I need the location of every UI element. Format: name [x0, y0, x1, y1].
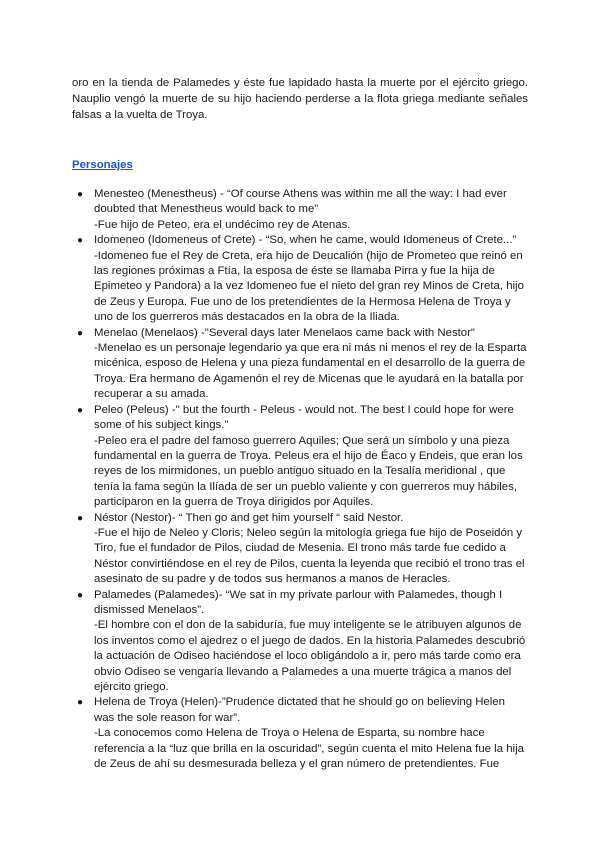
bullet-icon: ●: [77, 589, 84, 601]
character-quote: Menelao (Menelaos) -"Several days later Menelaos came back with Nestor": [94, 326, 475, 339]
bullet-icon: ●: [77, 189, 84, 200]
character-quote: Peleo (Peleus) -" but the fourth - Peleus - would not. The best I could hope for were some of his subject kings.": [94, 403, 514, 432]
character-quote: Idomeneo (Idomeneus of Crete) - “So, when he came, would Idomeneus of Crete...”: [94, 234, 517, 247]
bullet-icon: ●: [77, 512, 84, 524]
list-item: [77, 695, 528, 772]
list-item: [77, 187, 528, 233]
list-item: [77, 588, 528, 696]
characters-list: [72, 187, 528, 772]
character-description: -Fue el hijo de Neleo y Cloris; Neleo según la mitología griega fue hijo de Poseidón y Tiro, fue el fundador de Pilos, ciudad de Mesenia. El trono más tarde fue cedido a Néstor convirtiéndose en el rey de Pilos, cuenta la leyenda que recibió el trono tras el asesinato de su padre y de todos sus hermanos a manos de Heracles.: [94, 526, 525, 586]
character-quote: Menesteo (Menestheus) - “Of course Athens was within me all the way: I had ever doubted that Menestheus would back to me”: [94, 188, 507, 216]
character-description: -Menelao es un personaje legendario ya que era ni más ni menos el rey de la Esparta micénica, esposo de Helena y una pieza fundamental en el desarrollo de la guerra de Troya. Era hermano de Agamenón el rey de Micenas que le ayudará en la batalla por recuperar a su amada.: [94, 342, 527, 401]
list-item: [77, 233, 528, 325]
character-description: -El hombre con el don de la sabiduría, fue muy inteligente se le atribuyen algunos de los inventos como el ajedrez o el juego de dados. En la historia Palamedes descubrió la actuación de Odiseo haciéndose el loco obligándolo a ir, pero más tarde como era obvio Odiseo se vengaría llevando a Palamedes a una muerte trágica a manos del ejército griego.: [94, 619, 526, 693]
character-quote: Néstor (Nestor)- “ Then go and get him yourself “ said Nestor.: [94, 511, 404, 524]
bullet-icon: ●: [77, 327, 84, 339]
list-item: [77, 403, 528, 511]
character-description: -La conocemos como Helena de Troya o Helena de Esparta, su nombre hace referencia a la “luz que brilla en la oscuridad”, según cuenta el mito Helena fue la hija de Zeus de ahí su desmesurada belleza y el gran número de pretendientes. Fue: [94, 727, 524, 771]
character-quote: Helena de Troya (Helen)-”Prudence dictated that he should go on believing Helen was the sole reason for war”.: [94, 696, 505, 724]
list-item: [77, 326, 528, 403]
bullet-icon: ●: [77, 235, 84, 247]
character-quote: Palamedes (Palamedes)- “We sat in my private parlour with Palamedes, though I dismissed Menelaos”.: [94, 588, 503, 616]
bullet-icon: ●: [77, 404, 84, 416]
character-description: -Fue hijo de Peteo, era el undécimo rey de Atenas.: [94, 218, 351, 231]
character-description: -Peleo era el padre del famoso guerrero Aquiles; Que será un símbolo y una pieza fundamental en la guerra de Troya. Peleus era el hijo de Éaco y Endeis, que eran los reyes de los mirmidones, un pueblo antiguo situado en la Tesalía meridional , que tenía la fama según la Ilíada de ser un pueblo valiente y con guerreros muy hábiles, participaron en la guerra de Troya dirigidos por Aquiles.: [94, 434, 523, 509]
intro-paragraph: oro en la tienda de Palamedes y éste fue lapidado hasta la muerte por el ejército griego. Nauplio vengó la muerte de su hijo haciendo perderse a la flota griega mediante señales falsas a la vuelta de Troya.: [72, 77, 528, 121]
bullet-icon: ●: [77, 697, 84, 709]
section-heading-personajes[interactable]: Personajes: [72, 159, 133, 171]
list-item: [77, 511, 528, 588]
character-description: -Idomeneo fue el Rey de Creta, era hijo de Deucalión (hijo de Prometeo que reinó en las regiones próximas a Ftía, la esposa de éste se llamaba Pirra y fue la hija de Epimeteo y Pandora) a la vez Idomeneo fue el nieto del gran rey Minos de Creta, hijo de Zeus y Europa. Fue uno de los pretendientes de la Hermosa Helena de Troya y uno de los guerreros más destacados en la obra de la Iliada.: [94, 249, 524, 324]
